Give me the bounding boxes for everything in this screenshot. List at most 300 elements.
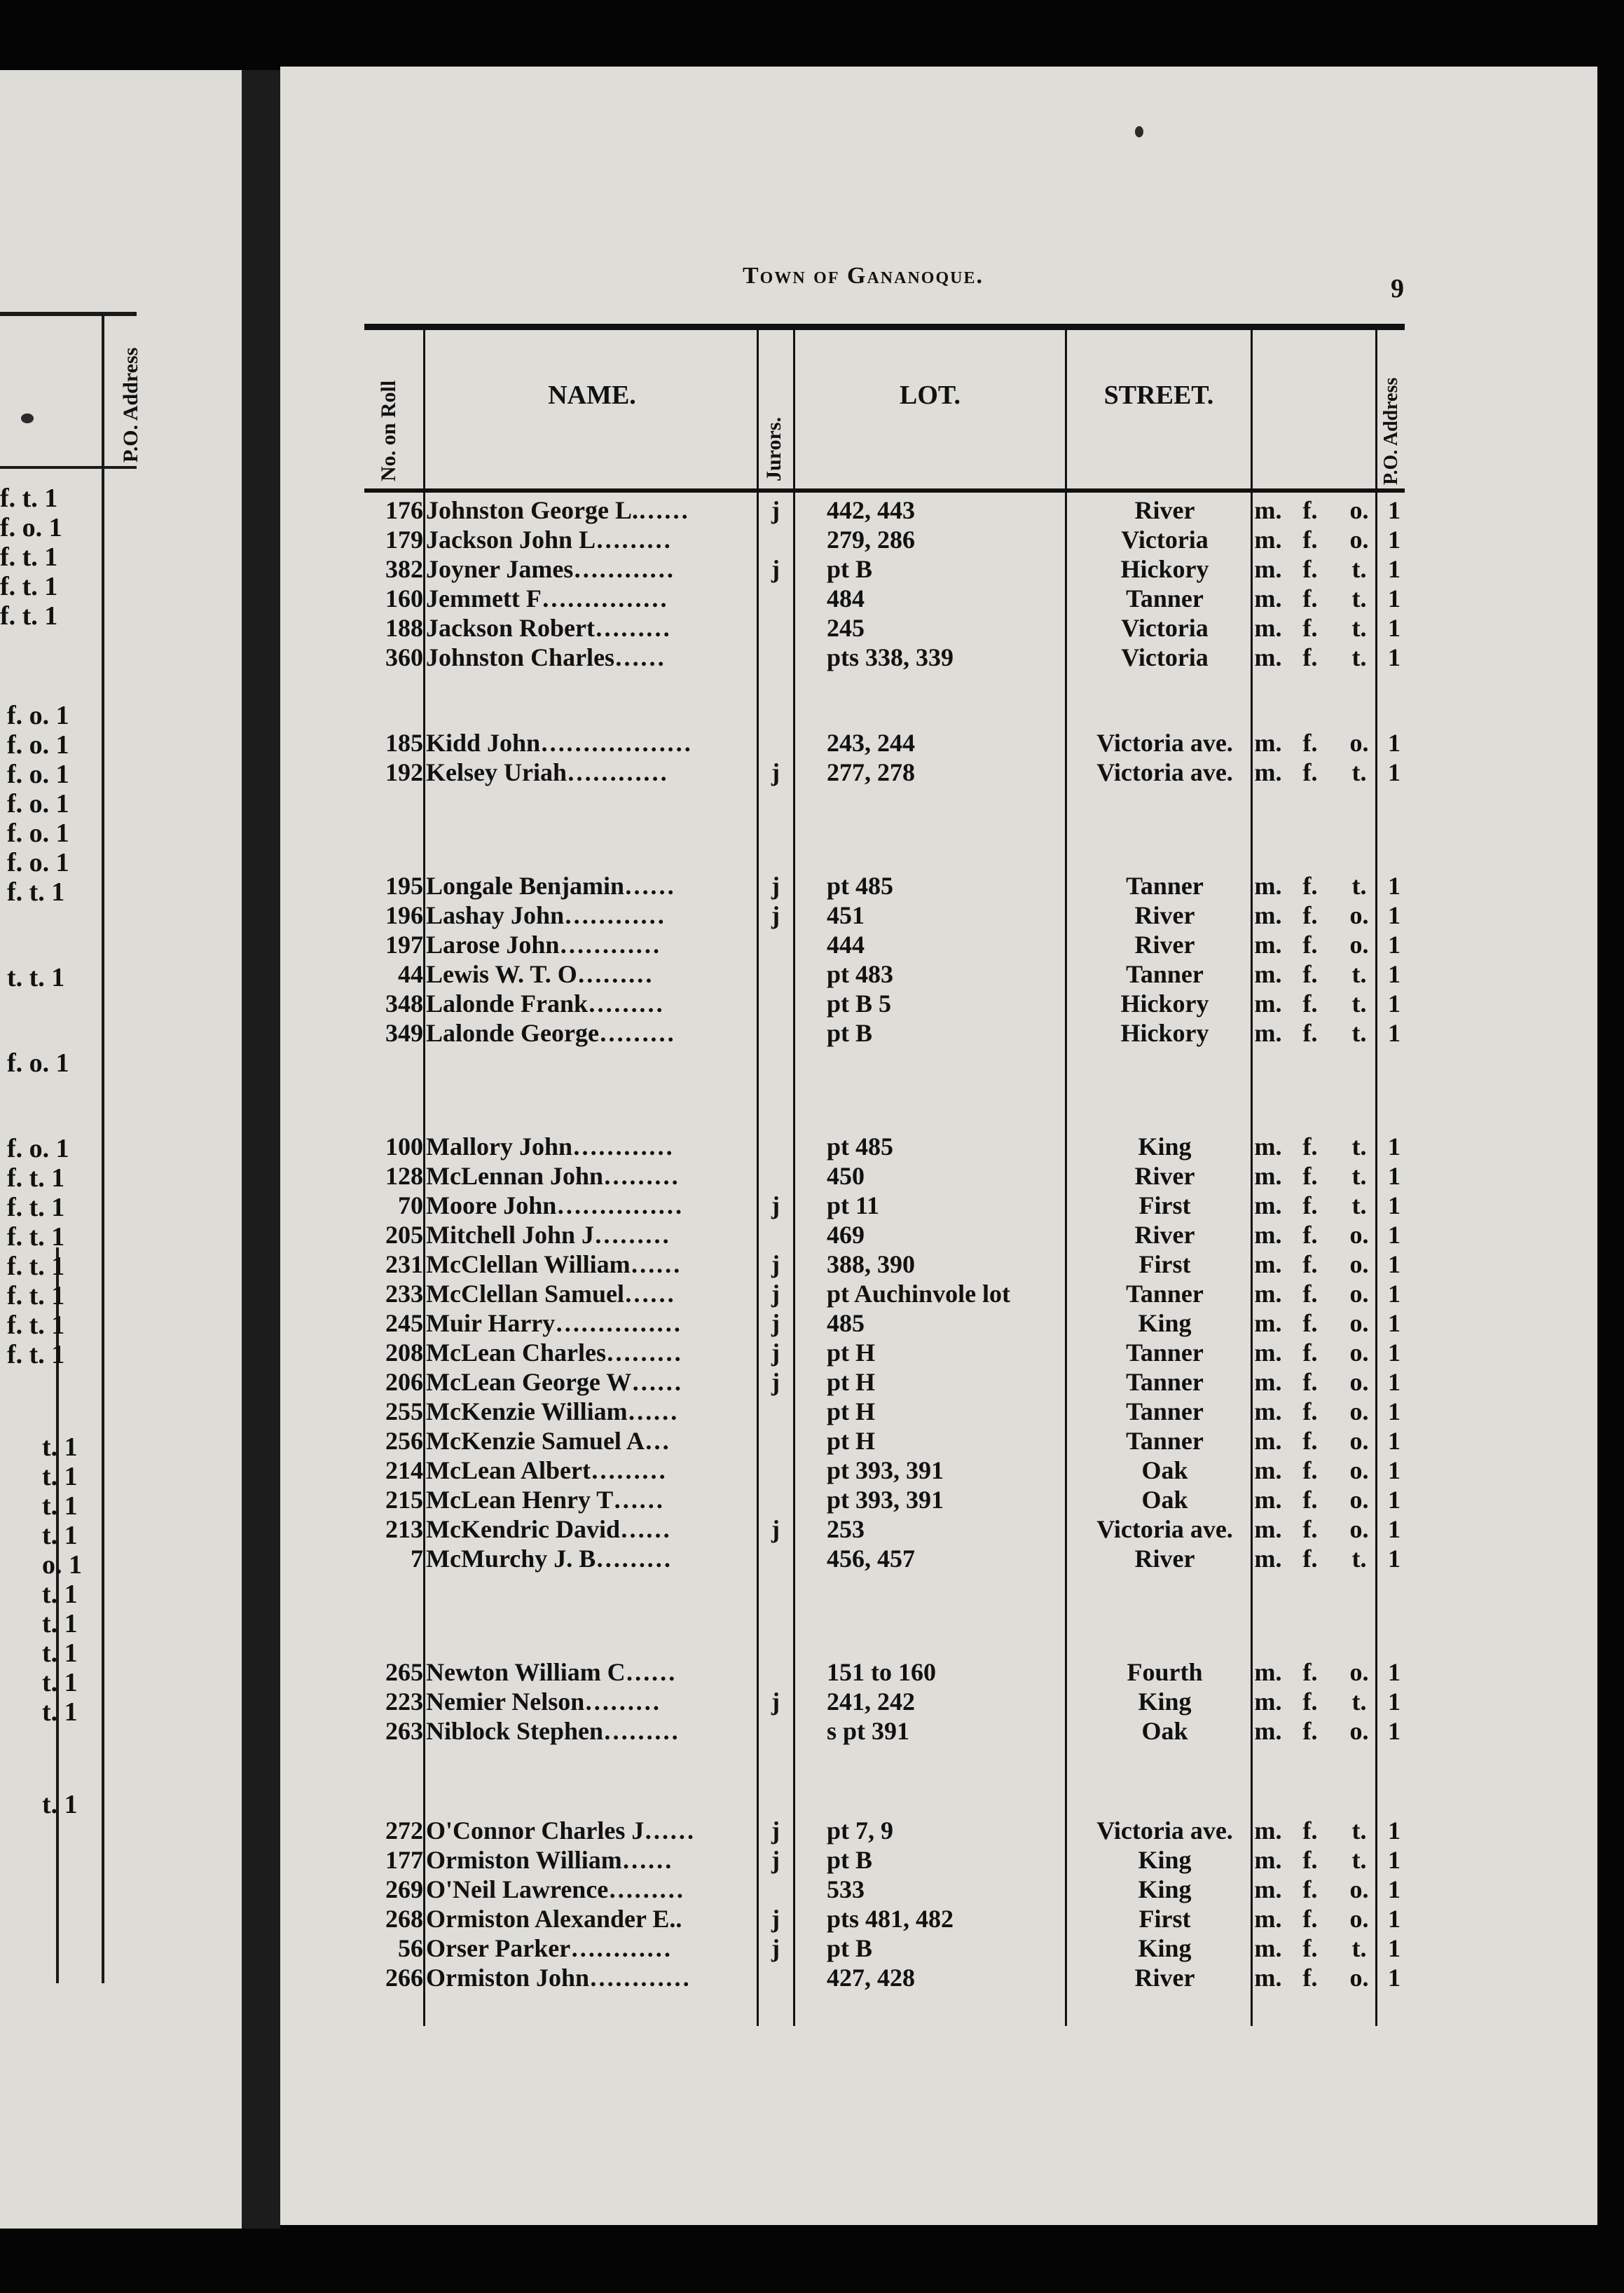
cell-name: McMurchy J. B……… — [426, 1545, 672, 1573]
cell-status-m: m. — [1254, 872, 1282, 900]
cell-status-f: f. — [1302, 1309, 1318, 1337]
table-row — [364, 901, 1405, 930]
table-row — [364, 1308, 1405, 1338]
cell-po-address: 1 — [1388, 1658, 1401, 1686]
cell-po-address: 1 — [1388, 931, 1401, 959]
table-row — [364, 554, 1405, 584]
cell-juror-mark: j — [771, 1934, 780, 1962]
cell-status-m: m. — [1254, 1905, 1282, 1933]
cell-status-ot: t. — [1351, 1846, 1367, 1874]
cell-status-ot: t. — [1351, 614, 1367, 642]
cell-name: Lalonde George……… — [426, 1019, 675, 1047]
cell-status-ot: t. — [1351, 643, 1367, 671]
cell-street: River — [1134, 1221, 1195, 1249]
left-fragment-line: f. o. 1 — [7, 730, 69, 760]
cell-street: Tanner — [1126, 1368, 1204, 1396]
cell-lot: pt H — [827, 1339, 876, 1367]
cell-status-f: f. — [1302, 1250, 1318, 1278]
cell-street: Victoria ave. — [1096, 758, 1233, 786]
cell-po-address: 1 — [1388, 1816, 1401, 1844]
cell-po-address: 1 — [1388, 1221, 1401, 1249]
cell-status-ot: o. — [1349, 1397, 1369, 1425]
left-fragment-line: t. 1 — [42, 1491, 78, 1521]
cell-status-ot: o. — [1349, 1339, 1369, 1367]
left-fragment-line: f. t. 1 — [7, 1340, 65, 1369]
cell-status-m: m. — [1254, 1545, 1282, 1573]
cell-status-f: f. — [1302, 643, 1318, 671]
cell-po-address: 1 — [1388, 1162, 1401, 1190]
cell-po-address: 1 — [1388, 1515, 1401, 1543]
cell-juror-mark: j — [771, 1816, 780, 1844]
cell-status-m: m. — [1254, 1934, 1282, 1962]
cell-street: Tanner — [1126, 960, 1204, 988]
left-po-header: P.O. Address — [119, 347, 142, 463]
cell-status-m: m. — [1254, 1368, 1282, 1396]
cell-status-m: m. — [1254, 496, 1282, 524]
cell-status-ot: t. — [1351, 1162, 1367, 1190]
book-gutter — [242, 70, 280, 2229]
table-row — [364, 1904, 1405, 1933]
cell-status-ot: o. — [1349, 1964, 1369, 1992]
cell-street: King — [1138, 1309, 1192, 1337]
cell-name: Jackson John L……… — [426, 526, 672, 554]
cell-status-f: f. — [1302, 526, 1318, 554]
cell-status-f: f. — [1302, 1934, 1318, 1962]
cell-status-ot: t. — [1351, 555, 1367, 583]
cell-status-ot: o. — [1349, 1309, 1369, 1337]
left-fragment-line: t. 1 — [42, 1609, 78, 1638]
cell-name: McLean George W…… — [426, 1368, 682, 1396]
cell-name: Jackson Robert……… — [426, 614, 670, 642]
cell-street: Victoria — [1121, 526, 1209, 554]
table-row — [364, 1687, 1405, 1716]
cell-name: Larose John………… — [426, 931, 661, 959]
cell-po-address: 1 — [1388, 1964, 1401, 1992]
cell-status-f: f. — [1302, 1191, 1318, 1219]
cell-roll-number: 208 — [385, 1339, 423, 1367]
cell-po-address: 1 — [1388, 1846, 1401, 1874]
left-fragment-line: f. o. 1 — [7, 701, 69, 730]
left-fragment-line: o. 1 — [42, 1550, 82, 1580]
cell-street: King — [1138, 1875, 1192, 1903]
cell-name: Johnston Charles…… — [426, 643, 666, 671]
cell-street: King — [1138, 1132, 1192, 1161]
cell-lot: 241, 242 — [827, 1688, 915, 1716]
cell-lot: pts 338, 339 — [827, 643, 954, 671]
cell-street: First — [1138, 1191, 1191, 1219]
table-row — [364, 1191, 1405, 1220]
table-header-rule — [364, 488, 1405, 493]
cell-lot: pt 7, 9 — [827, 1816, 894, 1844]
cell-street: River — [1134, 496, 1195, 524]
cell-status-m: m. — [1254, 1162, 1282, 1190]
cell-roll-number: 265 — [385, 1658, 423, 1686]
cell-juror-mark: j — [771, 1515, 780, 1543]
cell-status-ot: o. — [1349, 496, 1369, 524]
cell-street: Victoria ave. — [1096, 1515, 1233, 1543]
cell-street: Tanner — [1126, 1427, 1204, 1455]
cell-street: Victoria — [1121, 614, 1209, 642]
cell-roll-number: 128 — [385, 1162, 423, 1190]
cell-po-address: 1 — [1388, 1280, 1401, 1308]
cell-status-m: m. — [1254, 1309, 1282, 1337]
cell-juror-mark: j — [771, 1280, 780, 1308]
cell-roll-number: 233 — [385, 1280, 423, 1308]
cell-status-m: m. — [1254, 1280, 1282, 1308]
cell-po-address: 1 — [1388, 584, 1401, 612]
left-fragment-line: f. o. 1 — [7, 789, 69, 819]
cell-name: McKendric David…… — [426, 1515, 670, 1543]
left-fragment-line: f. o. 1 — [7, 760, 69, 789]
cell-po-address: 1 — [1388, 1339, 1401, 1367]
cell-status-m: m. — [1254, 901, 1282, 929]
cell-lot: 456, 457 — [827, 1545, 915, 1573]
cell-status-ot: t. — [1351, 1934, 1367, 1962]
cell-status-ot: t. — [1351, 1019, 1367, 1047]
table-row — [364, 1933, 1405, 1963]
cell-street: Victoria — [1121, 643, 1209, 671]
cell-lot: pts 481, 482 — [827, 1905, 954, 1933]
left-fragment-line: f. t. 1 — [7, 1252, 65, 1281]
cell-po-address: 1 — [1388, 1132, 1401, 1161]
cell-status-f: f. — [1302, 1221, 1318, 1249]
left-fragment-group — [0, 963, 140, 992]
cell-status-f: f. — [1302, 1486, 1318, 1514]
cell-lot: pt 485 — [827, 872, 894, 900]
cell-roll-number: 206 — [385, 1368, 423, 1396]
cell-status-f: f. — [1302, 872, 1318, 900]
left-fragment-line: f. o. 1 — [7, 1048, 69, 1078]
cell-lot: 253 — [827, 1515, 865, 1543]
cell-po-address: 1 — [1388, 1456, 1401, 1484]
table-row — [364, 1657, 1405, 1687]
cell-po-address: 1 — [1388, 1309, 1401, 1337]
cell-roll-number: 188 — [385, 614, 423, 642]
cell-lot: pt H — [827, 1427, 876, 1455]
cell-roll-number: 56 — [398, 1934, 423, 1962]
cell-roll-number: 231 — [385, 1250, 423, 1278]
cell-status-m: m. — [1254, 758, 1282, 786]
cell-status-ot: o. — [1349, 901, 1369, 929]
table-row — [364, 1816, 1405, 1845]
table-row — [364, 1250, 1405, 1279]
cell-lot: 484 — [827, 584, 865, 612]
cell-name: McLean Charles……… — [426, 1339, 682, 1367]
cell-po-address: 1 — [1388, 496, 1401, 524]
cell-lot: pt 393, 391 — [827, 1486, 944, 1514]
cell-roll-number: 269 — [385, 1875, 423, 1903]
cell-name: Newton William C…… — [426, 1658, 676, 1686]
cell-lot: pt B — [827, 1846, 873, 1874]
cell-status-f: f. — [1302, 555, 1318, 583]
cell-roll-number: 192 — [385, 758, 423, 786]
left-fragment-line: f. o. 1 — [0, 513, 62, 542]
left-fragment-line: f. t. 1 — [7, 1281, 65, 1310]
cell-name: McLean Albert……… — [426, 1456, 666, 1484]
cell-name: Orser Parker………… — [426, 1934, 672, 1962]
left-fragment-line: f. o. 1 — [7, 1134, 69, 1163]
cell-juror-mark: j — [771, 872, 780, 900]
cell-roll-number: 266 — [385, 1964, 423, 1992]
table-row — [364, 1456, 1405, 1485]
cell-status-f: f. — [1302, 960, 1318, 988]
table-row — [364, 930, 1405, 959]
cell-street: Tanner — [1126, 1280, 1204, 1308]
cell-status-m: m. — [1254, 1875, 1282, 1903]
cell-juror-mark: j — [771, 1191, 780, 1219]
cell-lot: 450 — [827, 1162, 865, 1190]
table-row — [364, 1845, 1405, 1875]
cell-status-ot: o. — [1349, 1427, 1369, 1455]
table-row — [364, 1367, 1405, 1397]
table-row — [364, 1018, 1405, 1048]
cell-juror-mark: j — [771, 1905, 780, 1933]
cell-juror-mark: j — [771, 1688, 780, 1716]
left-fragment-line: f. t. 1 — [7, 1222, 65, 1252]
cell-street: Tanner — [1126, 872, 1204, 900]
table-row — [364, 1397, 1405, 1426]
cell-roll-number: 214 — [385, 1456, 423, 1484]
cell-name: O'Neil Lawrence……… — [426, 1875, 684, 1903]
left-fragment-line: f. t. 1 — [7, 1193, 65, 1222]
cell-lot: pt H — [827, 1368, 876, 1396]
cell-status-ot: t. — [1351, 1545, 1367, 1573]
table-row — [364, 643, 1405, 672]
cell-status-m: m. — [1254, 1191, 1282, 1219]
cell-status-ot: t. — [1351, 584, 1367, 612]
cell-roll-number: 272 — [385, 1816, 423, 1844]
cell-po-address: 1 — [1388, 526, 1401, 554]
cell-po-address: 1 — [1388, 1250, 1401, 1278]
cell-street: Hickory — [1120, 555, 1209, 583]
cell-lot: pt 11 — [827, 1191, 880, 1219]
left-top-rule — [0, 312, 137, 316]
cell-status-f: f. — [1302, 1397, 1318, 1425]
cell-street: Hickory — [1120, 1019, 1209, 1047]
column-header-name: NAME. — [548, 381, 636, 410]
cell-juror-mark: j — [771, 1339, 780, 1367]
cell-status-f: f. — [1302, 1658, 1318, 1686]
cell-status-f: f. — [1302, 1019, 1318, 1047]
cell-name: Moore John…………… — [426, 1191, 683, 1219]
cell-name: Lashay John………… — [426, 901, 666, 929]
cell-street: King — [1138, 1688, 1192, 1716]
cell-street: River — [1134, 1964, 1195, 1992]
cell-po-address: 1 — [1388, 1875, 1401, 1903]
table-row — [364, 1875, 1405, 1904]
cell-status-m: m. — [1254, 1717, 1282, 1745]
page-title: Town of Gananoque. — [743, 263, 984, 289]
cell-status-ot: o. — [1349, 1250, 1369, 1278]
cell-status-m: m. — [1254, 614, 1282, 642]
column-header-po: P.O. Address — [1380, 377, 1402, 485]
cell-street: Tanner — [1126, 584, 1204, 612]
cell-street: River — [1134, 1545, 1195, 1573]
left-fragment-group — [0, 1432, 140, 1727]
cell-street: Fourth — [1127, 1658, 1203, 1686]
cell-name: McKenzie William…… — [426, 1397, 678, 1425]
cell-po-address: 1 — [1388, 990, 1401, 1018]
cell-status-ot: o. — [1349, 1221, 1369, 1249]
left-fragment-group — [0, 1790, 140, 1819]
cell-lot: 388, 390 — [827, 1250, 915, 1278]
cell-lot: pt B — [827, 555, 873, 583]
table-row — [364, 728, 1405, 758]
cell-status-f: f. — [1302, 1875, 1318, 1903]
left-fragment-line: f. t. 1 — [0, 542, 58, 572]
cell-status-f: f. — [1302, 758, 1318, 786]
cell-status-ot: t. — [1351, 1191, 1367, 1219]
cell-juror-mark: j — [771, 1309, 780, 1337]
table-row — [364, 1485, 1405, 1514]
table-row — [364, 1716, 1405, 1746]
cell-status-m: m. — [1254, 990, 1282, 1018]
left-fragment-group — [0, 701, 140, 907]
cell-lot: 427, 428 — [827, 1964, 915, 1992]
ink-blot — [1135, 126, 1143, 137]
cell-name: Joyner James………… — [426, 555, 675, 583]
cell-status-ot: t. — [1351, 960, 1367, 988]
table-row — [364, 871, 1405, 901]
cell-juror-mark: j — [771, 555, 780, 583]
cell-status-m: m. — [1254, 1486, 1282, 1514]
cell-status-f: f. — [1302, 1545, 1318, 1573]
cell-status-m: m. — [1254, 1019, 1282, 1047]
cell-status-ot: t. — [1351, 872, 1367, 900]
cell-po-address: 1 — [1388, 872, 1401, 900]
column-header-roll: No. on Roll — [377, 380, 400, 481]
cell-status-ot: t. — [1351, 1132, 1367, 1161]
cell-roll-number: 185 — [385, 729, 423, 757]
cell-street: King — [1138, 1934, 1192, 1962]
cell-lot: pt B — [827, 1934, 873, 1962]
left-fragment-line: f. t. 1 — [7, 1310, 65, 1340]
cell-street: King — [1138, 1846, 1192, 1874]
cell-name: Longale Benjamin…… — [426, 872, 675, 900]
cell-status-f: f. — [1302, 1846, 1318, 1874]
cell-status-f: f. — [1302, 1905, 1318, 1933]
cell-status-m: m. — [1254, 1658, 1282, 1686]
cell-status-ot: t. — [1351, 1688, 1367, 1716]
cell-status-ot: o. — [1349, 1456, 1369, 1484]
cell-status-f: f. — [1302, 1688, 1318, 1716]
cell-street: Oak — [1141, 1456, 1188, 1484]
ink-blot — [21, 413, 34, 423]
cell-status-ot: o. — [1349, 1875, 1369, 1903]
cell-status-ot: o. — [1349, 1515, 1369, 1543]
left-mid-rule — [0, 466, 137, 469]
cell-street: River — [1134, 901, 1195, 929]
cell-po-address: 1 — [1388, 1905, 1401, 1933]
table-row — [364, 1544, 1405, 1573]
cell-status-m: m. — [1254, 729, 1282, 757]
cell-po-address: 1 — [1388, 1717, 1401, 1745]
cell-name: Lalonde Frank……… — [426, 990, 664, 1018]
cell-status-ot: o. — [1349, 1717, 1369, 1745]
table-row — [364, 495, 1405, 525]
cell-name: McClellan William…… — [426, 1250, 681, 1278]
cell-po-address: 1 — [1388, 1934, 1401, 1962]
cell-roll-number: 245 — [385, 1309, 423, 1337]
cell-street: First — [1138, 1905, 1191, 1933]
cell-status-ot: o. — [1349, 1905, 1369, 1933]
table-row — [364, 1338, 1405, 1367]
cell-lot: 245 — [827, 614, 865, 642]
cell-street: Victoria ave. — [1096, 1816, 1233, 1844]
cell-roll-number: 70 — [398, 1191, 423, 1219]
cell-name: Mallory John………… — [426, 1132, 674, 1161]
cell-status-f: f. — [1302, 1280, 1318, 1308]
cell-status-f: f. — [1302, 1427, 1318, 1455]
cell-status-m: m. — [1254, 555, 1282, 583]
table-row — [364, 1220, 1405, 1250]
table-row — [364, 758, 1405, 787]
cell-juror-mark: j — [771, 901, 780, 929]
cell-street: Oak — [1141, 1717, 1188, 1745]
cell-roll-number: 256 — [385, 1427, 423, 1455]
cell-street: Tanner — [1126, 1397, 1204, 1425]
cell-roll-number: 100 — [385, 1132, 423, 1161]
assessment-roll-table — [364, 324, 1405, 2027]
cell-roll-number: 255 — [385, 1397, 423, 1425]
cell-name: McKenzie Samuel A… — [426, 1427, 670, 1455]
left-fragment-line: t. 1 — [42, 1462, 78, 1491]
left-fragment-line: t. 1 — [42, 1432, 78, 1462]
cell-juror-mark: j — [771, 1250, 780, 1278]
left-fragment-group — [0, 1048, 140, 1078]
cell-roll-number: 176 — [385, 496, 423, 524]
cell-status-f: f. — [1302, 931, 1318, 959]
cell-status-f: f. — [1302, 1456, 1318, 1484]
cell-status-ot: o. — [1349, 931, 1369, 959]
cell-po-address: 1 — [1388, 1191, 1401, 1219]
left-fragment-line: f. o. 1 — [7, 848, 69, 877]
cell-lot: 533 — [827, 1875, 865, 1903]
cell-status-m: m. — [1254, 1221, 1282, 1249]
cell-lot: s pt 391 — [827, 1717, 910, 1745]
cell-roll-number: 268 — [385, 1905, 423, 1933]
column-header-street: STREET. — [1103, 381, 1214, 410]
left-fragment-line: f. t. 1 — [0, 484, 58, 513]
cell-lot: 279, 286 — [827, 526, 915, 554]
cell-street: Victoria ave. — [1096, 729, 1233, 757]
cell-status-ot: t. — [1351, 990, 1367, 1018]
cell-status-m: m. — [1254, 1456, 1282, 1484]
cell-street: Oak — [1141, 1486, 1188, 1514]
cell-status-f: f. — [1302, 1964, 1318, 1992]
page-number: 9 — [1391, 274, 1404, 303]
cell-lot: pt 483 — [827, 960, 894, 988]
cell-street: First — [1138, 1250, 1191, 1278]
cell-roll-number: 196 — [385, 901, 423, 929]
table-row — [364, 1279, 1405, 1308]
column-header-jurors: Jurors. — [762, 417, 785, 481]
cell-name: O'Connor Charles J…… — [426, 1816, 695, 1844]
cell-status-f: f. — [1302, 1339, 1318, 1367]
left-fragment-group — [0, 1134, 140, 1369]
cell-status-m: m. — [1254, 1427, 1282, 1455]
cell-lot: 151 to 160 — [827, 1658, 936, 1686]
cell-lot: 469 — [827, 1221, 865, 1249]
cell-name: Kidd John……………… — [426, 729, 692, 757]
cell-name: Ormiston Alexander E.. — [426, 1905, 682, 1933]
cell-status-ot: o. — [1349, 526, 1369, 554]
cell-po-address: 1 — [1388, 1688, 1401, 1716]
cell-status-m: m. — [1254, 1964, 1282, 1992]
left-fragment-line: t. 1 — [42, 1697, 78, 1727]
table-row — [364, 1963, 1405, 1992]
column-header-lot: LOT. — [900, 381, 961, 410]
